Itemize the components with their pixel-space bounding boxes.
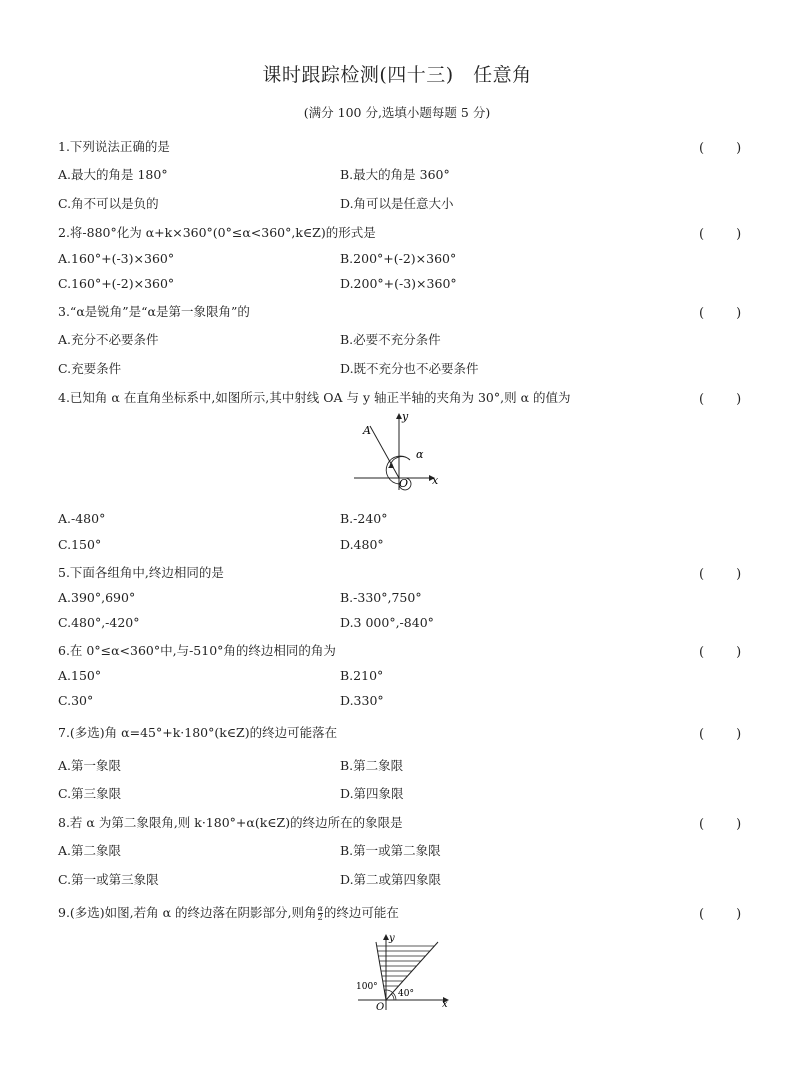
answer-paren: ( ) <box>699 817 744 832</box>
question-8-stem: 8.若 α 为第二象限角,则 k·180°+α(k∈Z)的终边所在的象限是 <box>58 815 403 830</box>
answer-paren: ( ) <box>699 727 744 742</box>
q6-option-b: B.210° <box>340 668 384 683</box>
answer-paren: ( ) <box>699 645 744 660</box>
q7-option-a: A.第一象限 <box>58 758 122 773</box>
question-2-stem: 2.将-880°化为 α+k×360°(0°≤α<360°,k∈Z)的形式是 <box>58 225 376 240</box>
q5-option-c: C.480°,-420° <box>58 615 140 630</box>
q8-option-b: B.第一或第二象限 <box>340 843 441 858</box>
q9-stem-prefix: 9.(多选)如图,若角 α 的终边落在阴影部分,则角 <box>58 905 317 920</box>
q2-option-b: B.200°+(-2)×360° <box>340 251 457 266</box>
q1-option-c: C.角不可以是负的 <box>58 196 159 211</box>
q4-option-b: B.-240° <box>340 511 388 526</box>
fraction-denominator: 2 <box>317 913 323 922</box>
q5-option-b: B.-330°,750° <box>340 590 422 605</box>
q9-stem-suffix: 的终边可能在 <box>323 905 399 920</box>
label-o: O <box>376 1002 385 1013</box>
question-5-stem: 5.下面各组角中,终边相同的是 <box>58 565 224 580</box>
q2-option-c: C.160°+(-2)×360° <box>58 276 175 291</box>
q3-option-c: C.充要条件 <box>58 361 122 376</box>
q8-option-c: C.第一或第三象限 <box>58 872 159 887</box>
q3-option-a: A.充分不必要条件 <box>58 332 159 347</box>
shading <box>370 946 445 986</box>
label-40deg: 40° <box>398 989 414 999</box>
q2-option-d: D.200°+(-3)×360° <box>340 276 457 291</box>
q6-option-d: D.330° <box>340 693 384 708</box>
question-9-stem <box>58 903 399 922</box>
q6-option-c: C.30° <box>58 693 94 708</box>
label-a: A <box>363 424 371 437</box>
q4-option-a: A.-480° <box>58 511 106 526</box>
q5-option-d: D.3 000°,-840° <box>340 615 434 630</box>
figure-shaded-region <box>350 930 455 1015</box>
q7-option-c: C.第三象限 <box>58 786 122 801</box>
answer-paren: ( ) <box>699 306 744 321</box>
question-7-stem: 7.(多选)角 α=45°+k·180°(k∈Z)的终边可能落在 <box>58 725 338 740</box>
q1-option-a: A.最大的角是 180° <box>58 167 168 182</box>
answer-paren: ( ) <box>699 227 744 242</box>
question-4-stem: 4.已知角 α 在直角坐标系中,如图所示,其中射线 OA 与 y 轴正半轴的夹角为 30°,则 α 的值为 <box>58 390 571 405</box>
fraction-numerator: α <box>317 904 323 913</box>
q6-option-a: A.150° <box>58 668 102 683</box>
page-subtitle: (满分 100 分,选填小题每题 5 分) <box>303 105 491 120</box>
answer-paren: ( ) <box>699 141 744 156</box>
label-y: y <box>389 933 395 944</box>
q8-option-a: A.第二象限 <box>58 843 122 858</box>
fraction-alpha-over-2 <box>318 905 323 922</box>
label-x: x <box>442 999 448 1010</box>
answer-paren: ( ) <box>699 907 744 922</box>
q1-option-b: B.最大的角是 360° <box>340 167 450 182</box>
question-1-stem: 1.下列说法正确的是 <box>58 139 170 154</box>
question-3-stem: 3.“α是锐角”是“α是第一象限角”的 <box>58 304 250 319</box>
ray-oa <box>370 426 399 478</box>
q3-option-d: D.既不充分也不必要条件 <box>340 361 479 376</box>
q7-option-b: B.第二象限 <box>340 758 404 773</box>
q4-option-d: D.480° <box>340 537 384 552</box>
label-100deg: 100° <box>356 982 378 992</box>
page-title: 课时跟踪检测(四十三) 任意角 <box>262 64 532 86</box>
question-6-stem: 6.在 0°≤α<360°中,与-510°角的终边相同的角为 <box>58 643 336 658</box>
q3-option-b: B.必要不充分条件 <box>340 332 441 347</box>
answer-paren: ( ) <box>699 392 744 407</box>
label-y: y <box>402 410 409 423</box>
answer-paren: ( ) <box>699 567 744 582</box>
label-o: O <box>399 477 409 490</box>
angle-arc-40 <box>391 994 394 1000</box>
figure-angle-oa <box>340 408 450 493</box>
q8-option-d: D.第二或第四象限 <box>340 872 442 887</box>
q5-option-a: A.390°,690° <box>58 590 136 605</box>
q2-option-a: A.160°+(-3)×360° <box>58 251 175 266</box>
q4-option-c: C.150° <box>58 537 102 552</box>
q1-option-d: D.角可以是任意大小 <box>340 196 454 211</box>
label-x: x <box>432 474 439 487</box>
label-alpha: α <box>416 448 424 461</box>
q7-option-d: D.第四象限 <box>340 786 404 801</box>
